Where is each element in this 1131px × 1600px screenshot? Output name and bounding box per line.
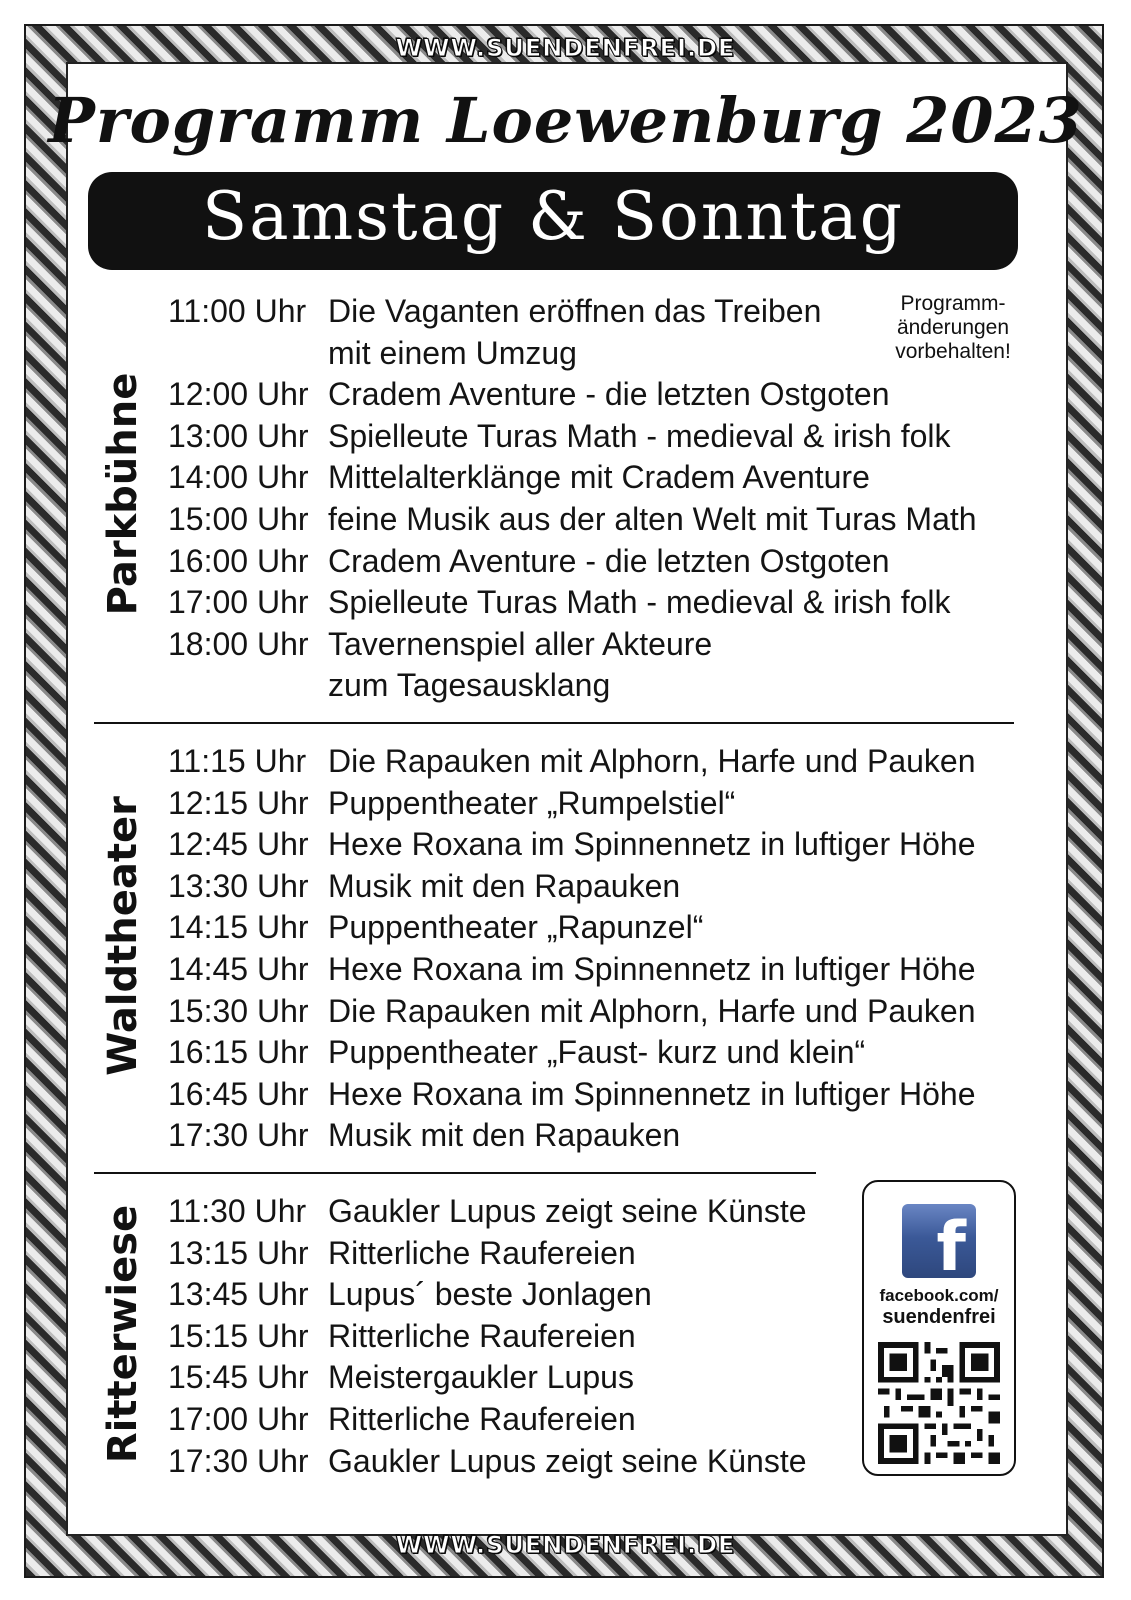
schedule-row xyxy=(168,541,977,583)
event-time: 15:00 Uhr xyxy=(168,500,309,537)
schedule-row xyxy=(168,866,976,908)
event-act: Ritterliche Raufereien xyxy=(328,1400,636,1437)
event-time: 12:45 Uhr xyxy=(168,826,309,863)
event-act: Spielleute Turas Math - medieval & irish folk xyxy=(328,584,951,621)
event-act: Gaukler Lupus zeigt seine Künste xyxy=(328,1193,807,1229)
schedule-row xyxy=(168,291,977,333)
event-act: Die Rapauken mit Alphorn, Harfe und Pauken xyxy=(328,743,976,779)
section-divider xyxy=(94,1172,816,1174)
schedule-row xyxy=(168,1233,807,1275)
schedule-row xyxy=(168,949,976,991)
schedule-row xyxy=(168,824,976,866)
event-time: 16:00 Uhr xyxy=(168,542,309,579)
event-time: 12:00 Uhr xyxy=(168,376,309,413)
schedule-row xyxy=(168,665,977,707)
event-time xyxy=(168,665,328,707)
facebook-card[interactable] xyxy=(862,1180,1016,1476)
event-time: 13:00 Uhr xyxy=(168,417,309,454)
event-time: 17:30 Uhr xyxy=(168,1117,309,1154)
schedule-row xyxy=(168,1357,807,1399)
event-time xyxy=(168,333,328,375)
event-act: Cradem Aventure - die letzten Ostgoten xyxy=(328,542,890,579)
event-act: Tavernenspiel aller Akteure xyxy=(328,625,713,662)
stage-label-parkbuehne: Parkbühne xyxy=(100,372,146,616)
note-line: Programm- xyxy=(900,292,1006,315)
event-time: 13:45 Uhr xyxy=(168,1276,309,1313)
website-url-bottom[interactable]: WWW.SUENDENFREI.DE xyxy=(395,1531,736,1559)
schedule-row xyxy=(168,1191,807,1233)
stage-label-ritterwiese: Ritterwiese xyxy=(100,1204,146,1464)
event-act: Ritterliche Raufereien xyxy=(328,1234,636,1271)
event-act: Die Vaganten eröffnen das Treiben xyxy=(328,293,822,329)
event-time: 14:00 Uhr xyxy=(168,459,309,496)
schedule-row xyxy=(168,1316,807,1358)
event-act: Cradem Aventure - die letzten Ostgoten xyxy=(328,376,890,413)
event-act: feine Musik aus der alten Welt mit Turas Math xyxy=(328,500,977,537)
event-time: 17:00 Uhr xyxy=(168,584,309,621)
schedule-row xyxy=(168,457,977,499)
note-line: änderungen xyxy=(896,316,1010,339)
schedule-row xyxy=(168,333,977,375)
schedule-row xyxy=(168,741,976,783)
schedule-row xyxy=(168,416,977,458)
event-act: Puppentheater „Rapunzel“ xyxy=(328,909,704,946)
event-time: 14:45 Uhr xyxy=(168,950,309,987)
schedule-row xyxy=(168,1032,976,1074)
event-time: 11:00 Uhr xyxy=(168,293,307,329)
event-time: 12:15 Uhr xyxy=(168,784,309,821)
event-act: Hexe Roxana im Spinnennetz in luftiger Höhe xyxy=(328,1075,976,1112)
event-time: 11:30 Uhr xyxy=(168,1193,307,1229)
event-time: 16:45 Uhr xyxy=(168,1075,309,1112)
website-url-top[interactable]: WWW.SUENDENFREI.DE xyxy=(395,34,736,62)
schedule-parkbuehne xyxy=(168,291,977,707)
schedule-ritterwiese xyxy=(168,1191,807,1482)
poster-title: Programm Loewenburg 2023 xyxy=(48,84,1083,157)
event-time: 15:30 Uhr xyxy=(168,992,309,1029)
days-label: Samstag & Sonntag xyxy=(202,178,904,255)
schedule-row xyxy=(168,499,977,541)
event-time: 13:15 Uhr xyxy=(168,1234,309,1271)
event-act: zum Tagesausklang xyxy=(328,667,611,704)
facebook-icon[interactable]: f xyxy=(902,1204,976,1278)
event-act: Hexe Roxana im Spinnennetz in luftiger Höhe xyxy=(328,950,976,987)
event-act: Spielleute Turas Math - medieval & irish folk xyxy=(328,417,951,454)
schedule-waldtheater xyxy=(168,741,976,1157)
event-act: Puppentheater „Rumpelstiel“ xyxy=(328,784,736,821)
schedule-row xyxy=(168,991,976,1033)
schedule-row xyxy=(168,582,977,624)
event-time: 14:15 Uhr xyxy=(168,909,309,946)
event-time: 17:00 Uhr xyxy=(168,1400,309,1437)
schedule-row xyxy=(168,783,976,825)
event-time: 13:30 Uhr xyxy=(168,867,309,904)
event-act: Musik mit den Rapauken xyxy=(328,1117,681,1154)
event-time: 11:15 Uhr xyxy=(168,743,307,779)
event-act: Mittelalterklänge mit Cradem Aventure xyxy=(328,459,870,496)
event-time: 15:15 Uhr xyxy=(168,1317,309,1354)
schedule-row xyxy=(168,374,977,416)
event-act: Die Rapauken mit Alphorn, Harfe und Pauken xyxy=(328,992,976,1029)
note-line: vorbehalten! xyxy=(895,340,1011,363)
event-act: Meistergaukler Lupus xyxy=(328,1359,634,1396)
event-act: mit einem Umzug xyxy=(328,334,577,371)
schedule-row xyxy=(168,1441,807,1483)
event-time: 17:30 Uhr xyxy=(168,1442,309,1479)
event-act: Puppentheater „Faust- kurz und klein“ xyxy=(328,1034,866,1071)
event-act: Hexe Roxana im Spinnennetz in luftiger Höhe xyxy=(328,826,976,863)
qr-code-icon[interactable] xyxy=(878,1342,1000,1464)
facebook-url-line1: facebook.com/ xyxy=(879,1286,999,1305)
schedule-row xyxy=(168,1074,976,1116)
schedule-row xyxy=(168,907,976,949)
schedule-row xyxy=(168,1115,976,1157)
event-act: Lupus´ beste Jonlagen xyxy=(328,1276,652,1313)
schedule-row xyxy=(168,1274,807,1316)
event-act: Ritterliche Raufereien xyxy=(328,1317,636,1354)
event-time: 16:15 Uhr xyxy=(168,1034,309,1071)
stage-label-waldtheater: Waldtheater xyxy=(100,796,146,1076)
event-act: Musik mit den Rapauken xyxy=(328,867,681,904)
schedule-row xyxy=(168,624,977,666)
schedule-row xyxy=(168,1399,807,1441)
event-time: 15:45 Uhr xyxy=(168,1359,309,1396)
event-time: 18:00 Uhr xyxy=(168,625,309,662)
event-act: Gaukler Lupus zeigt seine Künste xyxy=(328,1442,807,1479)
section-divider xyxy=(94,722,1014,724)
facebook-url-line2: suendenfrei xyxy=(882,1306,996,1328)
